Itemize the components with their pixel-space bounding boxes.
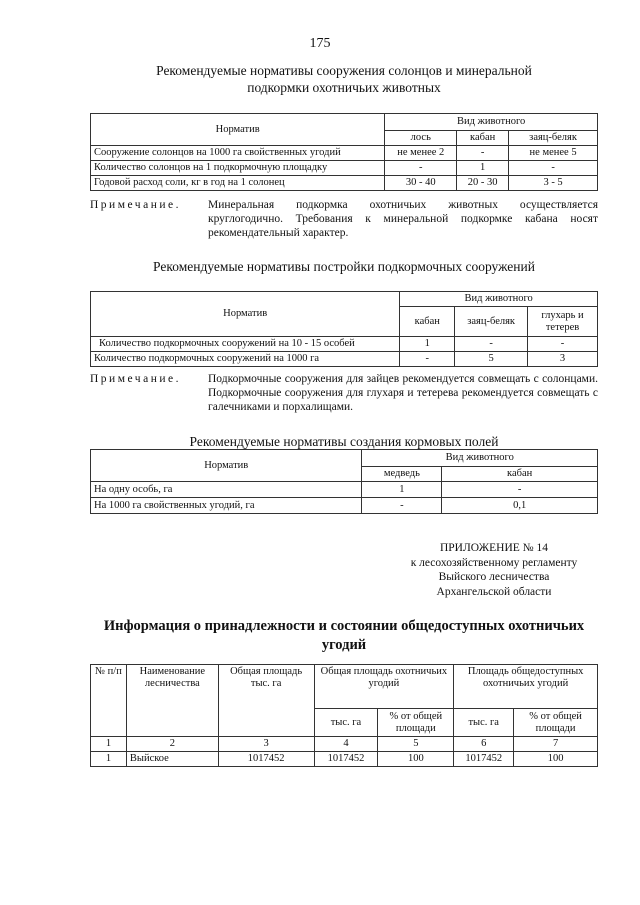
cell-name: Выйское xyxy=(126,752,218,767)
cell-total: 1017452 xyxy=(218,752,314,767)
cell-value: не менее 2 xyxy=(385,146,457,161)
section4-title xyxy=(70,617,618,655)
cell-value: - xyxy=(455,337,528,352)
appendix-line2: к лесохозяйственному регламенту xyxy=(410,556,578,569)
section1-title-line1: Рекомендуемые нормативы сооружения солонцов и минеральной xyxy=(156,63,532,78)
table3-animal-col: кабан xyxy=(442,467,598,482)
note-label: Примечание. xyxy=(90,199,181,211)
cell-value: - xyxy=(457,146,509,161)
column-number: 3 xyxy=(218,737,314,752)
header-total: Общая площадь тыс. га xyxy=(218,665,314,737)
table-row xyxy=(91,161,598,176)
table1-animal-col: лось xyxy=(385,131,457,146)
table-row xyxy=(91,498,598,514)
cell-value: - xyxy=(442,482,598,498)
section4-title-line1: Информация о принадлежности и состоянии общедоступных охотничьих xyxy=(103,618,585,634)
section4-title-line2: угодий xyxy=(321,637,367,653)
row-label: Годовой расход соли, кг в год на 1 солонец xyxy=(91,176,385,191)
table2-header-norm: Норматив xyxy=(91,292,400,337)
section2-note xyxy=(90,372,598,414)
column-number: 2 xyxy=(126,737,218,752)
header-hunting-area: Общая площадь охотничьих угодий xyxy=(314,665,454,709)
header-num: № п/п xyxy=(91,665,127,737)
subheader-pct: % от общей площади xyxy=(378,709,454,737)
appendix-line4: Архангельской области xyxy=(436,585,552,598)
table1-animal-col: заяц-беляк xyxy=(509,131,598,146)
column-number: 6 xyxy=(454,737,514,752)
cell-value: 1 xyxy=(400,337,455,352)
subheader-pct: % от общей площади xyxy=(514,709,598,737)
salt-lick-norms-table xyxy=(90,113,598,191)
row-label: На 1000 га свойственных угодий, га xyxy=(91,498,362,514)
hunting-grounds-table xyxy=(90,664,598,767)
cell-value: - xyxy=(509,161,598,176)
row-label: На одну особь, га xyxy=(91,482,362,498)
appendix-block xyxy=(394,541,594,599)
cell-public-ths: 1017452 xyxy=(454,752,514,767)
cell-hunting-pct: 100 xyxy=(378,752,454,767)
header-name: Наименование лесничества xyxy=(126,665,218,737)
table3-header-animal: Вид животного xyxy=(362,450,598,467)
row-label: Количество солонцов на 1 подкормочную площадку xyxy=(91,161,385,176)
cell-num: 1 xyxy=(91,752,127,767)
row-label: Сооружение солонцов на 1000 га свойственных угодий xyxy=(91,146,385,161)
table-row xyxy=(91,482,598,498)
header-public-area: Площадь общедоступных охотничьих угодий xyxy=(454,665,598,709)
feeding-structures-table xyxy=(90,291,598,367)
table2-animal-col: глухарь и тетерев xyxy=(528,307,598,337)
column-number: 5 xyxy=(378,737,454,752)
table3-animal-col: медведь xyxy=(362,467,442,482)
appendix-line1: ПРИЛОЖЕНИЕ № 14 xyxy=(439,542,548,554)
cell-value: 1 xyxy=(457,161,509,176)
cell-value: - xyxy=(385,161,457,176)
note-label: Примечание. xyxy=(90,373,181,385)
cell-value: 3 - 5 xyxy=(509,176,598,191)
cell-value: 30 - 40 xyxy=(385,176,457,191)
cell-value: 20 - 30 xyxy=(457,176,509,191)
cell-value: - xyxy=(528,337,598,352)
cell-value: 3 xyxy=(528,352,598,367)
table3-header-norm: Норматив xyxy=(91,450,362,482)
column-number: 4 xyxy=(314,737,378,752)
cell-hunting-ths: 1017452 xyxy=(314,752,378,767)
feed-fields-table xyxy=(90,449,598,514)
cell-value: - xyxy=(362,498,442,514)
table1-header-norm: Норматив xyxy=(91,114,385,146)
appendix-line3: Выйского лесничества xyxy=(438,571,550,583)
column-number: 1 xyxy=(91,737,127,752)
table-row xyxy=(91,337,598,352)
row-label: Количество подкормочных сооружений на 1000 га xyxy=(91,352,400,367)
section3-title: Рекомендуемые нормативы создания кормовых полей xyxy=(189,434,499,449)
cell-value: 0,1 xyxy=(442,498,598,514)
table1-header-animal: Вид животного xyxy=(385,114,598,131)
column-numbers-row xyxy=(91,737,598,752)
column-number: 7 xyxy=(514,737,598,752)
row-label: Количество подкормочных сооружений на 10 - 15 особей xyxy=(91,337,400,352)
table2-animal-col: кабан xyxy=(400,307,455,337)
subheader-ths: тыс. га xyxy=(454,709,514,737)
note-text: Подкормочные сооружения для зайцев рекомендуется совмещать с солонцами. Подкормочные сооружения для глухаря и тетерева рекомендуется совмещать с галечниками и порхалищами. xyxy=(208,373,598,413)
cell-value: не менее 5 xyxy=(509,146,598,161)
cell-value: 5 xyxy=(455,352,528,367)
table-row xyxy=(91,352,598,367)
table1-animal-col: кабан xyxy=(457,131,509,146)
subheader-ths: тыс. га xyxy=(314,709,378,737)
cell-value: 1 xyxy=(362,482,442,498)
cell-public-pct: 100 xyxy=(514,752,598,767)
cell-value: - xyxy=(400,352,455,367)
table-row xyxy=(91,752,598,767)
section1-note xyxy=(90,198,598,240)
table2-animal-col: заяц-беляк xyxy=(455,307,528,337)
page-number: 175 xyxy=(309,36,331,51)
note-text: Минеральная подкормка охотничьих животных осуществляется круглогодично. Требования к минеральной подкормке кабана носят рекомендательный характер. xyxy=(208,199,598,239)
section1-title-line2: подкормки охотничьих животных xyxy=(247,80,441,95)
table2-header-animal: Вид животного xyxy=(400,292,598,307)
table-row xyxy=(91,176,598,191)
section1-title xyxy=(90,62,598,96)
section2-title: Рекомендуемые нормативы постройки подкормочных сооружений xyxy=(153,259,535,274)
table-row xyxy=(91,146,598,161)
